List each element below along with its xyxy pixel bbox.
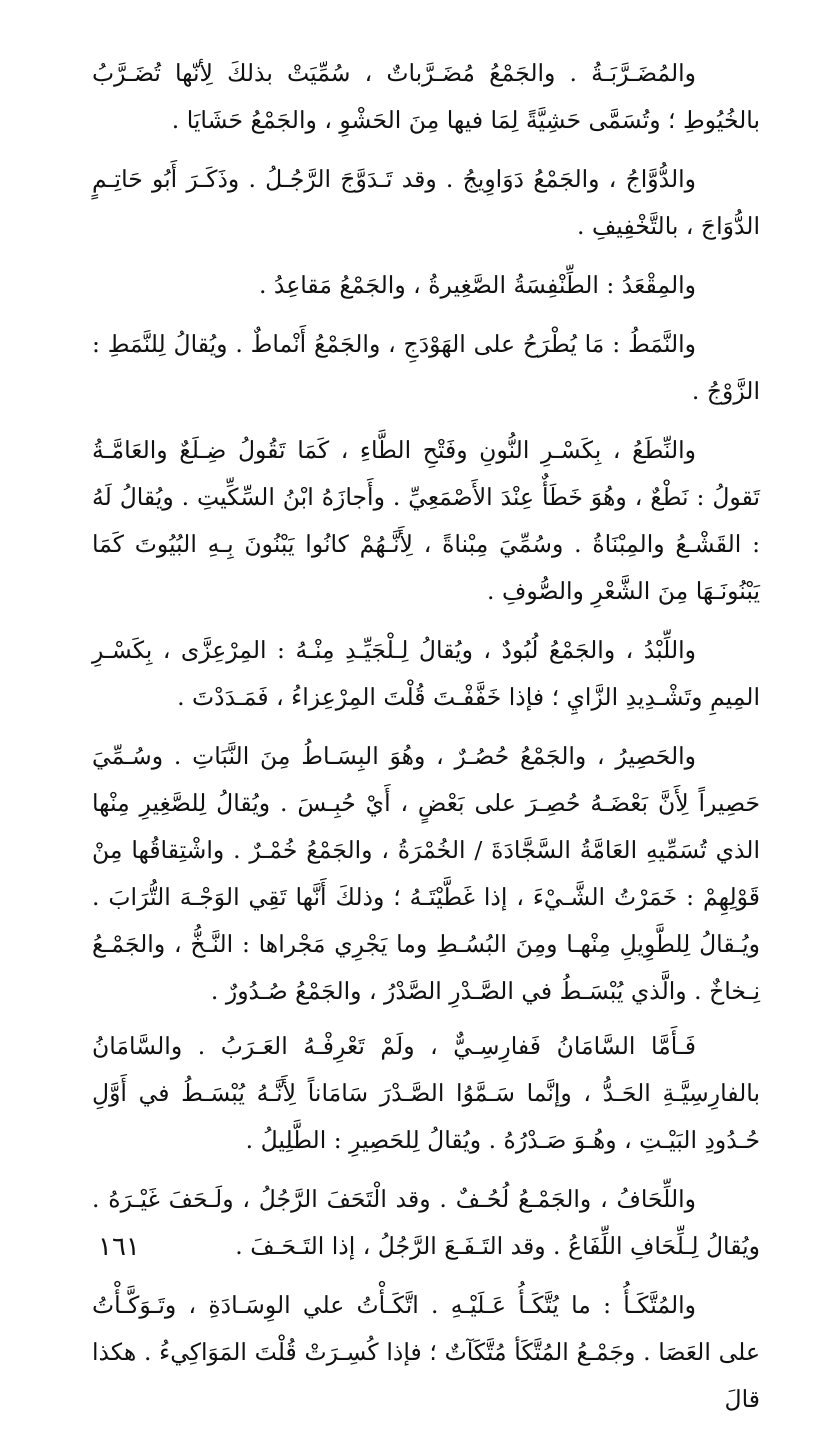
paragraph-duwwaj: والدُّوَّاجُ ، والجَمْعُ دَوَاوِيجُ . وقد تَـدَوَّجَ الرَّجُـلُ . وذَكَـرَ أَبُو حَاتِـمٍ الدُّوَاجَ ، بالتَّخْفِيفِ .: [92, 165, 760, 240]
paragraph-namat: والنَّمَطُ : مَا يُطْرَحُ على الهَوْدَجِ ، والجَمْعُ أَنْماطٌ . ويُقالُ لِلنَّمَطِ : الزَّوْجُ .: [92, 330, 760, 405]
page-body: [92, 50, 760, 1435]
paragraph-mudarraba: والمُضَـرَّبَـةُ . والجَمْعُ مُضَـرَّباتٌ ، سُمِّيَتْ بذلكَ لِأنّها تُضَـرَّبُ بالخُيُوطِ ؛ وتُسَمَّى حَشِيَّةً لِمَا فيها مِنَ الحَشْوِ ، والجَمْعُ حَشَايَا .: [92, 59, 760, 134]
paragraph-lihaf: واللِّحَافُ ، والجَمْـعُ لُحُـفٌ . وقد الْتَحَفَ الرَّجُلُ ، ولَـحَفَ غَيْـرَهُ . ويُقالُ لِـلِّحَافِ اللِّفَاعُ . وقد التَـفَـعَ الرَّجُلُ ، إذا التَـحَـفَ .: [92, 1185, 760, 1260]
page-number: ١٦١: [98, 1232, 140, 1262]
paragraph-saman: فَـأَمَّا السَّامَانُ فَفارِسِـيٌّ ، ولَمْ تَعْرِفْـهُ العَـرَبُ . والسَّامَانُ بالفارِسِيَّـةِ الحَـدُّ ، وإنَّما سَـمَّوُا الصَّـدْرَ سَامَاناً لِأَنَّـهُ يُبْسَـطُ في أَوَّلِ حُـدُودِ البَيْـتِ ، وهُـوَ صَـدْرُهُ . ويُقالُ لِلحَصِيرِ : الطَّلِيلُ .: [92, 1032, 760, 1154]
paragraph-miqad: والمِقْعَدُ : الطِّنْفِسَةُ الصَّغِيرةُ ، والجَمْعُ مَقاعِدُ .: [258, 271, 696, 299]
paragraph-muttaka: والمُتَّكَـأُ : ما يُتَّكَـأُ عَـلَيْـهِ . اتَّكَـأْتُ علي الوِسَـادَةِ ، وتَـوَكَّـأْتُ على العَصَا . وجَمْـعُ المُتَّكَأ مُتَّكَآتٌ ؛ فإذا كُسِـرَتْ قُلْتَ المَوَاكِيءُ . هكذا قالَ: [92, 1291, 760, 1413]
paragraph-nita: والنِّطَعُ ، بِكَسْـرِ النُّونِ وفَتْحِ الطَّاءِ ، كَمَا تَقُولُ ضِـلَعٌ والعَامَّـةُ تَقولُ : نَطْعٌ ، وهُوَ خَطَأٌ عِنْدَ الأَصْمَعِيِّ . وأَجازَهُ ابْنُ السِّكِّيتِ . ويُقالُ لَهُ : القَشْـعُ والمِبْنَاةُ . وسُمِّيَ مِبْناةً ، لِأَنَّـهُمْ كانُوا يَبْنُونَ بِـهِ البُيُوتَ كَمَا يَبْنُونَـهَا مِنَ الشَّعْرِ والصُّوفِ .: [92, 436, 760, 605]
paragraph-hasir: والحَصِيرُ ، والجَمْعُ حُصُـرٌ ، وهُوَ البِسَـاطُ مِنَ النَّبَاتِ . وسُـمِّيَ حَصِيراً لِأَنَّ بَعْضَـهُ حُصِـرَ على بَعْضٍ ، أَيْ حُبِـسَ . ويُقالُ لِلصَّغِيرِ مِنْها الذي تُسَمِّيهِ العَامَّةُ السَّجَّادَةَ / الخُمْرَةُ ، والجَمْعُ خُمْـرٌ . واشْتِقاقُها مِنْ قَوْلِهِمْ : خَمَرْتُ الشَّـيْءَ ، إذا غَطَّيْتَـهُ ؛ وذلكَ أَنَّها تَقِي الوَجْـهَ التُّرَابَ . ويُـقالُ لِلطَّوِيلِ مِنْهـا ومِنَ البُسُـطِ وما يَجْرِي مَجْراها : النَّـخُّ ، والجَمْـعُ نِـخاخٌ . والَّذي يُبْسَـطُ في الصَّـدْرِ الصَّدْرُ ، والجَمْعُ صُـدُورٌ .: [92, 742, 760, 1005]
paragraph-libd: واللِّبْدُ ، والجَمْعُ لُبُودٌ ، ويُقالُ لِـلْجَيِّـدِ مِنْـهُ : المِرْعِزَّى ، بِكَسْـرِ المِيمِ وتَشْـدِيدِ الزَّايِ ؛ فإذا خَفَّفْـتَ قُلْتَ المِرْعِزاءُ ، فَمَـدَدْتَ .: [92, 636, 760, 711]
